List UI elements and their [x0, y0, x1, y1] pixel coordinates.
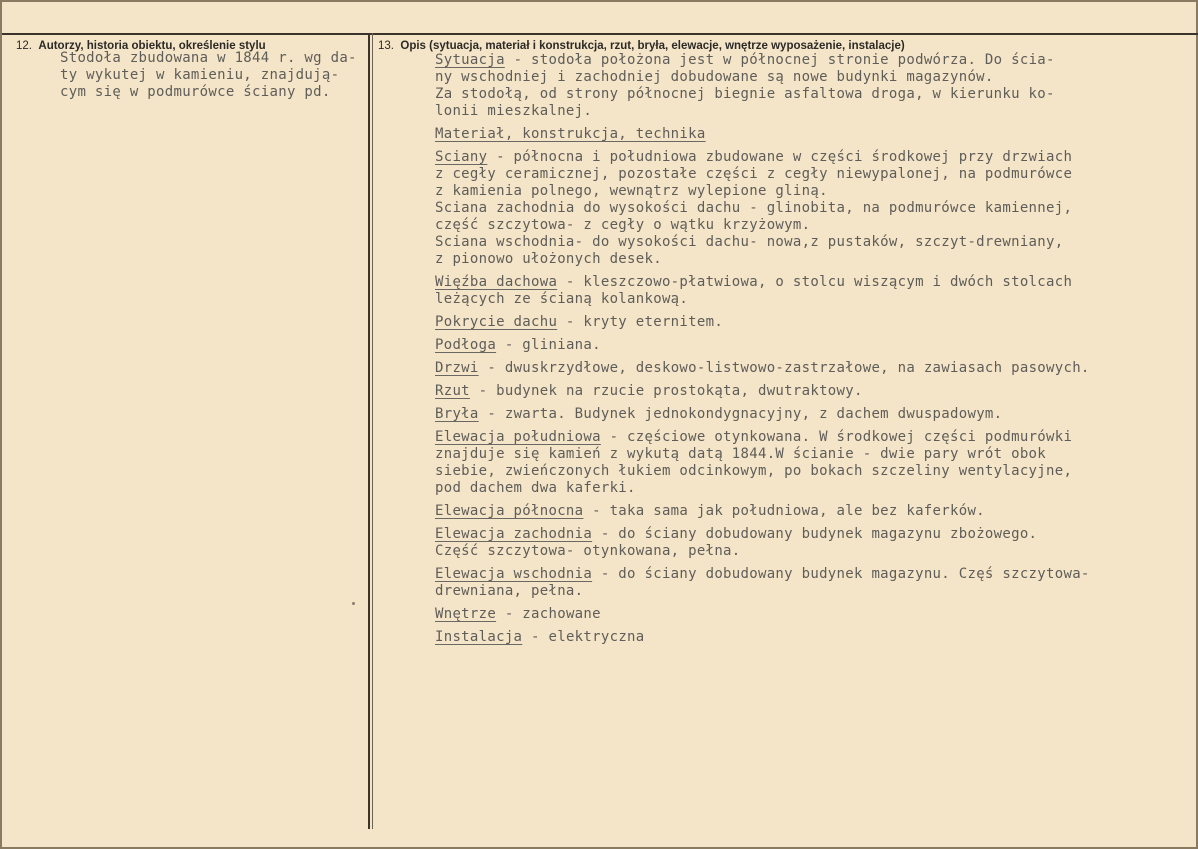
description-line — [435, 234, 1195, 251]
section-text: - budynek na rzucie prostokąta, dwutraktowy. — [469, 383, 863, 399]
column-divider-thin — [372, 33, 373, 829]
description-line — [435, 503, 1195, 520]
left-header-number: 12. — [16, 40, 32, 52]
description-line — [435, 463, 1195, 480]
section-text: - stodoła położona jest w północnej stronie podwórza. Do ścia- — [504, 52, 1055, 68]
section-text: pod dachem dwa kaferki. — [435, 480, 636, 496]
section-text: leżących ze ścianą kolankową. — [435, 291, 689, 307]
description-section — [435, 629, 1195, 646]
section-text: ny wschodniej i zachodniej dobudowane są nowe budynki magazynów. — [435, 69, 994, 85]
section-text: - taka sama jak południowa, ale bez kaferków. — [583, 503, 985, 519]
section-heading: Drzwi — [435, 360, 479, 376]
section-heading: Sytuacja — [435, 52, 505, 68]
description-section — [435, 406, 1195, 423]
section-text: - zachowane — [496, 606, 601, 622]
section-text: z kamienia polnego, wewnątrz wylepione gliną. — [435, 183, 828, 199]
section-heading: Elewacja południowa — [435, 429, 601, 445]
section-text: - do ściany dobudowany budynek magazynu. Częś szczytowa- — [592, 566, 1090, 582]
description-section — [435, 503, 1195, 520]
paper-speck — [352, 602, 355, 605]
description-line — [435, 126, 1195, 143]
section-heading: Elewacja zachodnia — [435, 526, 593, 542]
description-section — [435, 526, 1195, 560]
description-line — [435, 446, 1195, 463]
description-line — [435, 543, 1195, 560]
description-line — [435, 337, 1195, 354]
section-text: - elektryczna — [522, 629, 645, 645]
section-text: - północna i południowa zbudowane w części środkowej przy drzwiach — [487, 149, 1073, 165]
section-heading: Sciany — [435, 149, 488, 165]
section-heading: Elewacja wschodnia — [435, 566, 593, 582]
description-section — [435, 429, 1195, 497]
section-text: z cegły ceramicznej, pozostałe części z cegły niewypalonej, na podmurówce — [435, 166, 1073, 182]
description-line — [435, 166, 1195, 183]
description-line — [435, 291, 1195, 308]
section-text: drewniana, pełna. — [435, 583, 584, 599]
section-text: Część szczytowa- otynkowana, pełna. — [435, 543, 741, 559]
description-section — [435, 274, 1195, 308]
section-text: - dwuskrzydłowe, deskowo-listwowo-zastrzałowe, na zawiasach pasowych. — [478, 360, 1090, 376]
right-header-title: Opis — [400, 40, 426, 52]
section-text: Sciana wschodnia- do wysokości dachu- nowa,z pustaków, szczyt-drewniany, — [435, 234, 1064, 250]
right-column-header — [378, 40, 905, 52]
description-line — [435, 480, 1195, 497]
section-text: - zwarta. Budynek jednokondygnacyjny, z dachem dwuspadowym. — [478, 406, 1003, 422]
column-divider — [368, 33, 370, 829]
description-line — [435, 566, 1195, 583]
description-line — [435, 629, 1195, 646]
section-heading: Wnętrze — [435, 606, 497, 622]
history-line: Stodoła zbudowana w 1844 r. wg da- — [60, 50, 357, 66]
description-line — [435, 183, 1195, 200]
description-line — [435, 314, 1195, 331]
description-line — [435, 383, 1195, 400]
description-line — [435, 200, 1195, 217]
description-line — [435, 274, 1195, 291]
description-line — [435, 251, 1195, 268]
description-section — [435, 566, 1195, 600]
description-section — [435, 360, 1195, 377]
section-heading: Materiał, konstrukcja, technika — [435, 126, 706, 142]
section-heading: Podłoga — [435, 337, 497, 353]
section-text: Sciana zachodnia do wysokości dachu - glinobita, na podmurówce kamiennej, — [435, 200, 1073, 216]
description-section — [435, 126, 1195, 143]
description-line — [435, 86, 1195, 103]
description-section — [435, 314, 1195, 331]
description-section — [435, 337, 1195, 354]
section-text: - gliniana. — [496, 337, 601, 353]
description-line — [435, 606, 1195, 623]
description-line — [435, 103, 1195, 120]
top-rule — [2, 33, 1198, 35]
description-section — [435, 149, 1195, 268]
description-line — [435, 217, 1195, 234]
description-line — [435, 429, 1195, 446]
section-text: lonii mieszkalnej. — [435, 103, 593, 119]
section-text: znajduje się kamień z wykutą datą 1844.W ścianie - dwie pary wrót obok — [435, 446, 1047, 462]
section-text: - częściowe otynkowana. W środkowej części podmurówki — [600, 429, 1073, 445]
section-text: siebie, zwieńczonych łukiem odcinkowym, po bokach szczeliny wentylacyjne, — [435, 463, 1073, 479]
description-section — [435, 52, 1195, 120]
section-text: Za stodołą, od strony północnej biegnie asfaltowa droga, w kierunku ko- — [435, 86, 1055, 102]
description-text — [435, 52, 1195, 646]
section-heading: Bryła — [435, 406, 479, 422]
section-text: - kleszczowo-płatwiowa, o stolcu wiszącym i dwóch stolcach — [557, 274, 1073, 290]
description-line — [435, 360, 1195, 377]
section-heading: Elewacja północna — [435, 503, 584, 519]
history-line: ty wykutej w kamieniu, znajdują- — [60, 67, 340, 83]
section-text: - do ściany dobudowany budynek magazynu zbożowego. — [592, 526, 1038, 542]
description-line — [435, 406, 1195, 423]
section-text: z pionowo ułożonych desek. — [435, 251, 662, 267]
description-line — [435, 52, 1195, 69]
right-header-number: 13. — [378, 40, 394, 52]
section-heading: Instalacja — [435, 629, 523, 645]
description-section — [435, 383, 1195, 400]
section-heading: Pokrycie dachu — [435, 314, 558, 330]
history-text — [60, 50, 364, 101]
section-text: część szczytowa- z cegły o wątku krzyżowym. — [435, 217, 811, 233]
description-line — [435, 583, 1195, 600]
section-heading: Więźba dachowa — [435, 274, 558, 290]
section-heading: Rzut — [435, 383, 470, 399]
description-line — [435, 69, 1195, 86]
right-header-subtitle: (sytuacja, materiał i konstrukcja, rzut, bryła, elewacje, wnętrze wyposażenie, instalacje) — [429, 40, 905, 52]
description-section — [435, 606, 1195, 623]
section-text: - kryty eternitem. — [557, 314, 724, 330]
history-line: cym się w podmurówce ściany pd. — [60, 84, 331, 100]
left-header-title: Autorzy, historia obiektu, określenie stylu — [38, 40, 266, 52]
description-line — [435, 149, 1195, 166]
description-line — [435, 526, 1195, 543]
